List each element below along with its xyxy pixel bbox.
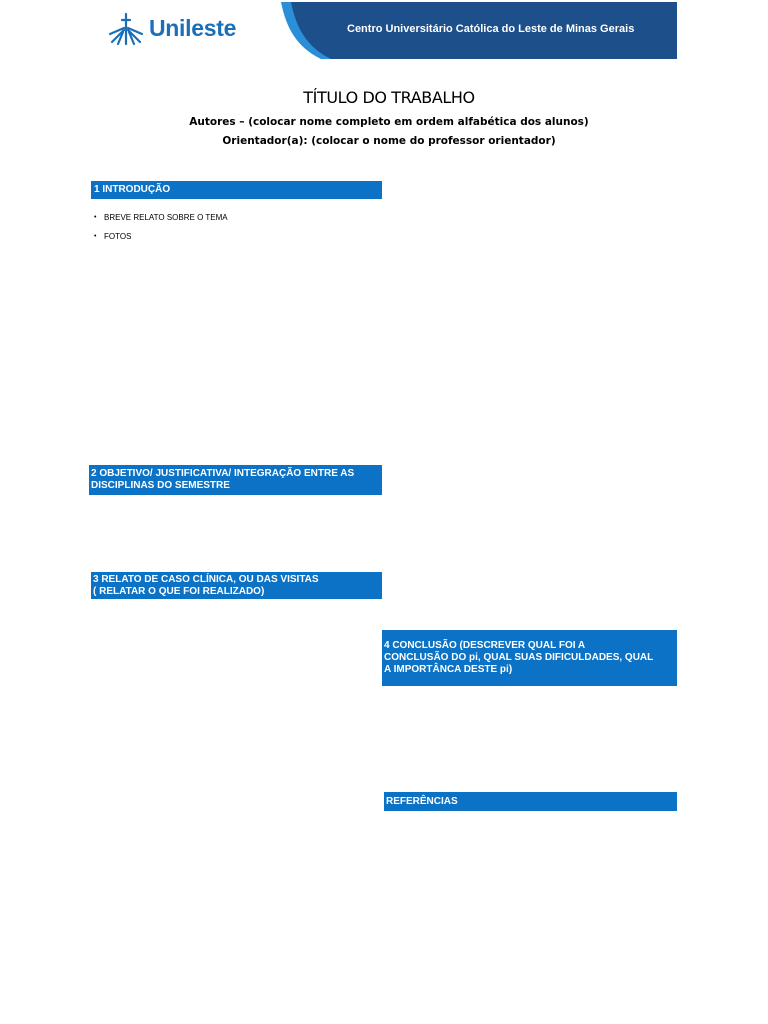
section-heading-introduction: 1 INTRODUÇÃO [91, 181, 382, 199]
intro-bullet-list [94, 212, 228, 250]
section-heading-objective: 2 OBJETIVO/ JUSTIFICATIVA/ INTEGRAÇÃO ENTRE AS DISCIPLINAS DO SEMESTRE [89, 465, 382, 495]
authors-line: Autores – (colocar nome completo em ordem alfabética dos alunos) [189, 116, 589, 128]
document-title: TÍTULO DO TRABALHO [303, 88, 475, 107]
section-heading-case-report: 3 RELATO DE CASO CLÍNICA, OU DAS VISITAS ( RELATAR O QUE FOI REALIZADO) [91, 572, 382, 599]
logo-text: Unileste [149, 15, 237, 41]
list-item: • FOTOS [94, 231, 228, 250]
header-banner [91, 2, 677, 59]
section-heading-references: REFERÊNCIAS [384, 792, 677, 811]
institution-name: Centro Universitário Católica do Leste de Minas Gerais [347, 23, 635, 35]
section-heading-conclusion: 4 CONCLUSÃO (DESCREVER QUAL FOI A CONCLUSÃO DO pi, QUAL SUAS DIFICULDADES, QUAL A IMPORTÂNCA DESTE pi) [382, 630, 677, 686]
unileste-logo-icon [108, 12, 144, 46]
list-item: • BREVE RELATO SOBRE O TEMA [94, 212, 228, 231]
advisor-line: Orientador(a): (colocar o nome do professor orientador) [222, 135, 556, 147]
